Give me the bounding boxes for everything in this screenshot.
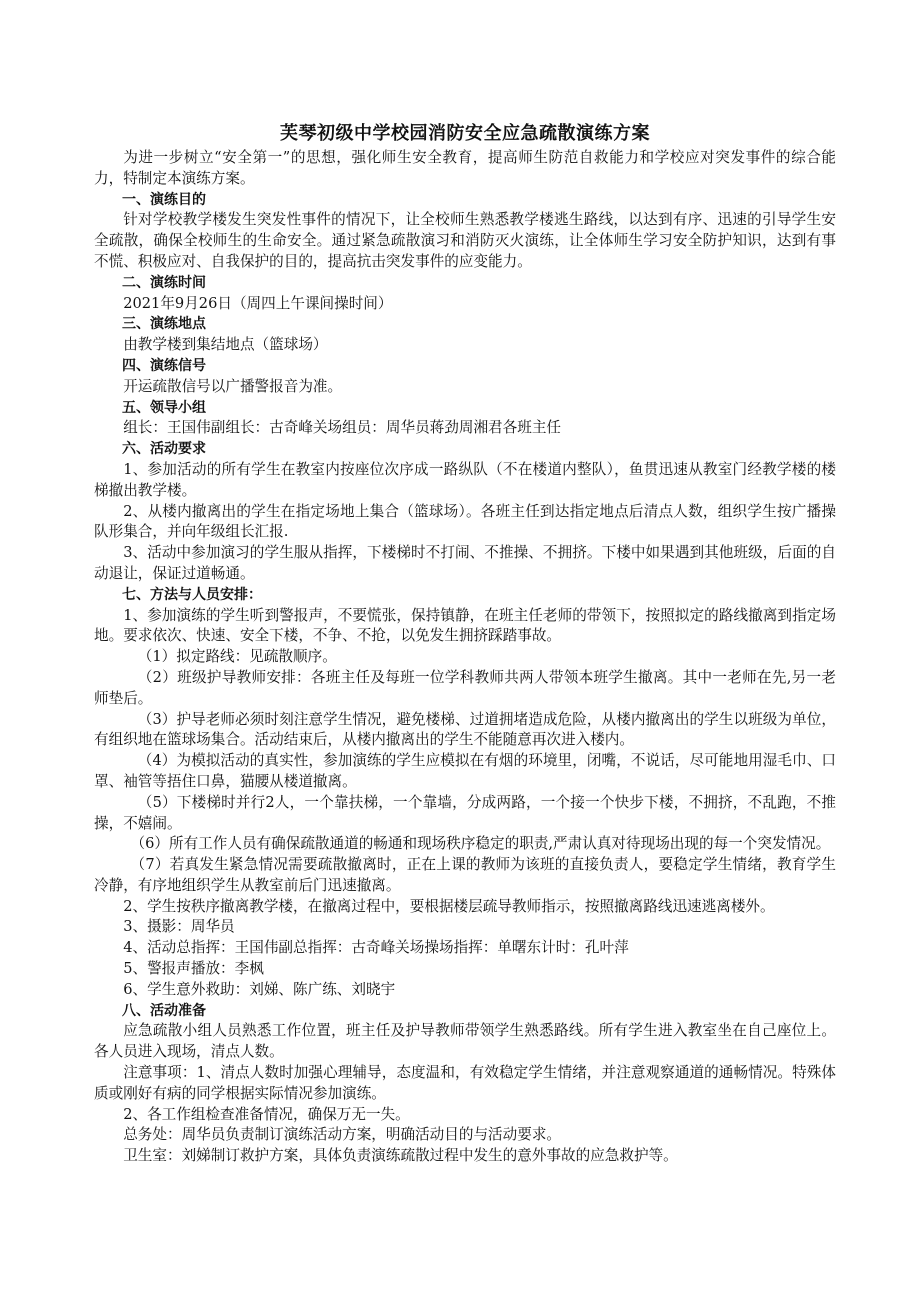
section-body-leadership: 组长：王国伟副组长：古奇峰关场组员：周华员蒋劲周湘君各班主任 xyxy=(123,419,562,437)
method-subitem: （6）所有工作人员有确保疏散通道的畅通和现场秩序稳定的职责,严肃认真对待现场出现的每一个突发情况。 xyxy=(130,835,831,853)
method-subitem: （5）下楼梯时并行2人，一个靠扶梯，一个靠墙，分成两路，一个接一个快步下楼，不拥挤，不乱跑，不推操，不嬉闹。 xyxy=(94,793,836,832)
preparation-paragraph: 卫生室：刘娣制订救护方案，具体负责演练疏散过程中发生的意外事故的应急救护等。 xyxy=(123,1147,678,1165)
method-subitem: （1）拟定路线：见疏散顺序。 xyxy=(137,648,337,666)
method-item: 4、活动总指挥：王国伟副总指挥：古奇峰关场操场指挥：单曙东计时：孔叶萍 xyxy=(123,939,629,957)
section-heading-location: 三、演练地点 xyxy=(122,316,206,333)
method-item: 6、学生意外救助：刘娣、陈广练、刘晓宇 xyxy=(123,980,396,998)
section-heading-preparation: 八、活动准备 xyxy=(122,1002,206,1019)
preparation-paragraph: 应急疏散小组人员熟悉工作位置，班主任及护导教师带领学生熟悉路线。所有学生进入教室坐在自己座位上。各人员进入现场，清点人数。 xyxy=(94,1022,836,1061)
requirement-item: 2、从楼内撤离出的学生在指定场地上集合（篮球场）。各班主任到达指定地点后清点人数，组织学生按广播操队形集合，并向年级组长汇报. xyxy=(94,502,836,541)
section-heading-methods: 七、方法与人员安排： xyxy=(122,586,262,603)
section-heading-time: 二、演练时间 xyxy=(122,274,206,291)
method-item: 3、摄影：周华员 xyxy=(123,918,235,936)
document-page xyxy=(94,122,836,1167)
method-item: 2、学生按秩序撤离教学楼，在撤离过程中，要根据楼层疏导教师指示，按照撤离路线迅速逃离楼外。 xyxy=(123,897,775,915)
section-body-location: 由教学楼到集结地点（篮球场） xyxy=(123,336,328,354)
method-subitem: （7）若真发生紧急情况需要疏散撤离时，正在上课的教师为该班的直接负责人，要稳定学生情绪，教育学生冷静，有序地组织学生从教室前后门迅速撤离。 xyxy=(94,856,836,894)
preparation-paragraph: 注意事项：1、清点人数时加强心理辅导，态度温和，有效稳定学生情绪，并注意观察通道的通畅情况。特殊体质或刚好有病的同学根据实际情况参加演练。 xyxy=(94,1064,836,1102)
requirement-item: 1、参加活动的所有学生在教室内按座位次序成一路纵队（不在楼道内整队），鱼贯迅速从教室门经教学楼的楼梯撤出教学楼。 xyxy=(94,460,836,499)
preparation-paragraph: 总务处：周华员负责制订演练活动方案，明确活动目的与活动要求。 xyxy=(123,1126,562,1144)
preparation-paragraph: 2、各工作组检查准备情况，确保万无一失。 xyxy=(123,1105,410,1123)
method-item: 1、参加演练的学生听到警报声，不要慌张，保持镇静，在班主任老师的带领下，按照拟定的路线撤离到指定场地。要求依次、快速、安全下楼，不争、不抢，以免发生拥挤踩踏事故。 xyxy=(94,606,836,645)
document-title: 芙琴初级中学校园消防安全应急疏散演练方案 xyxy=(280,123,650,144)
section-body-signal: 开运疏散信号以广播警报音为准。 xyxy=(123,377,343,395)
section-heading-purpose: 一、演练目的 xyxy=(122,191,206,208)
method-subitem: （4）为模拟活动的真实性，参加演练的学生应模拟在有烟的环境里，闭嘴，不说话，尽可能地用湿毛巾、口罩、袖管等捂住口鼻，猫腰从楼道撤离。 xyxy=(94,752,836,790)
intro-paragraph: 为进一步树立“安全第一”的思想，强化师生安全教育，提高师生防范自救能力和学校应对突发事件的综合能力，特制定本演练方案。 xyxy=(94,149,836,187)
method-item: 5、警报声播放：李枫 xyxy=(123,960,264,978)
section-heading-leadership: 五、领导小组 xyxy=(122,399,206,416)
section-body-time: 2021年9月26日（周四上午课间操时间） xyxy=(123,294,393,312)
method-subitem: （3）护导老师必须时刻注意学生情况，避免楼梯、过道拥堵造成危险，从楼内撤离出的学生以班级为单位，有组织地在篮球场集合。活动结束后，从楼内撤离出的学生不能随意再次进入楼内。 xyxy=(94,710,836,749)
section-heading-signal: 四、演练信号 xyxy=(122,357,206,374)
requirement-item: 3、活动中参加演习的学生服从指挥，下楼梯时不打闹、不推操、不拥挤。下楼中如果遇到其他班级，后面的自动退让，保证过道畅通。 xyxy=(94,544,836,582)
method-subitem: （2）班级护导教师安排：各班主任及每班一位学科教师共两人带领本班学生撤离。其中一老师在先,另一老师垫后。 xyxy=(94,668,836,707)
section-heading-requirements: 六、活动要求 xyxy=(122,441,206,458)
section-body-purpose: 针对学校教学楼发生突发性事件的情况下，让全校师生熟悉教学楼逃生路线，以达到有序、迅速的引导学生安全疏散，确保全校师生的生命安全。通过紧急疏散演习和消防灭火演练，让全体师生学习安全防护知识，达到有事不慌、积极应对、自我保护的目的，提高抗击突发事件的应变能力。 xyxy=(94,211,836,270)
